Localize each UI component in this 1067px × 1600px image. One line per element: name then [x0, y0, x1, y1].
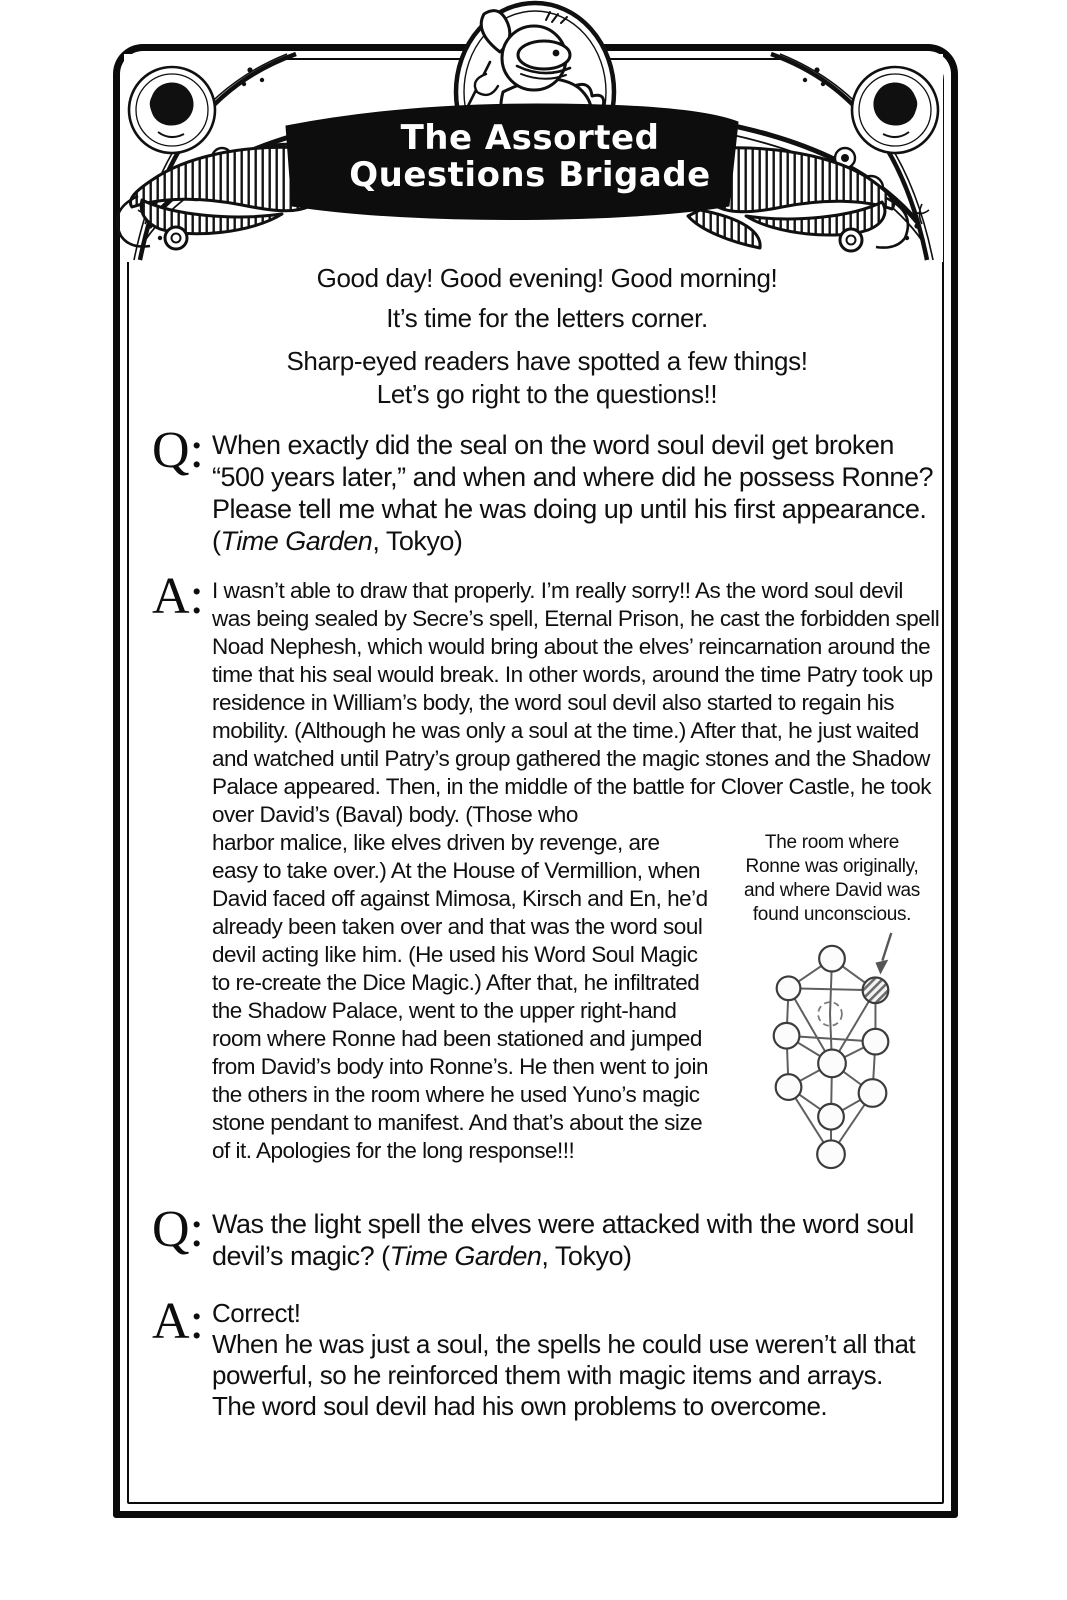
page-title-line1: The Assorted: [400, 118, 660, 158]
question-marker: Q:: [152, 1201, 204, 1258]
arrow-down-indicator-icon: [875, 933, 891, 974]
answer-2-text: [212, 1296, 942, 1422]
highlighted-room-node: [863, 977, 889, 1003]
question-1-source-suffix: , Tokyo): [372, 526, 463, 556]
answer-1-text: [212, 571, 942, 1184]
question-marker: Q:: [152, 422, 204, 479]
shadow-palace-figure: [722, 831, 942, 1180]
page-title-line2: Questions Brigade: [349, 155, 711, 195]
answer-1: [152, 568, 942, 1184]
question-1-source: Time Garden: [220, 526, 373, 556]
question-2-text: [212, 1204, 942, 1272]
intro-line: Good day! Good evening! Good morning!: [316, 263, 778, 293]
figure-caption: [722, 831, 942, 927]
intro-line: Let’s go right to the questions!!: [376, 379, 718, 409]
answer-2-line3: The word soul devil had his own problems to overcome.: [212, 1391, 828, 1421]
figure-caption-line: The room where: [764, 832, 900, 853]
question-2-source-suffix: , Tokyo): [541, 1241, 632, 1271]
question-2-body: Was the light spell the elves were attacked with the word soul devil’s magic? (: [212, 1209, 914, 1271]
figure-caption-line: found unconscious.: [752, 904, 912, 925]
page-content: [152, 262, 942, 1422]
intro-line: Sharp-eyed readers have spotted a few things!: [286, 346, 808, 376]
answer-2-line1: Correct!: [212, 1298, 301, 1328]
answer-1-part2: harbor malice, like elves driven by revenge, are easy to take over.) At the House of Vermillion, when David faced off against Mimosa, Kirsch and En, he’d already been taken over and that was the word soul devil acting like him. (He used his Word Soul Magic to re-create the Dice Magic.) After that, he infiltrated the Shadow Palace, went to the upper right-hand room where Ronne had been stationed and jumped from David’s body into Ronne’s. He then went to join the others in the room where he used Yuno’s magic stone pendant to manifest. And that’s about the size of it. Apologies for the long response!!!: [212, 830, 708, 1163]
answer-1-part1: I wasn’t able to draw that properly. I’m really sorry!! As the word soul devil was being sealed by Secre’s spell, Eternal Prison, he cast the forbidden spell Noad Nephesh, which would bring about the elves’ reincarnation around the time that his seal would break. In other words, around the time Patry took up residence in William’s body, the word soul devil also started to regain his mobility. (Although he was only a soul at the time.) After that, he just waited and watched until Patry’s group gathered the magic stones and the Shadow Palace appeared. Then, in the middle of the battle for Clover Castle, he took over David’s (Baval) body. (Those who: [212, 578, 940, 827]
sephirot-tree-diagram: [722, 931, 942, 1180]
answer-2-line2: When he was just a soul, the spells he could use weren’t all that powerful, so he reinforced them with magic items and arrays.: [212, 1329, 916, 1390]
question-2-source: Time Garden: [389, 1241, 542, 1271]
intro-line: It’s time for the letters corner.: [386, 303, 708, 333]
title-banner: [330, 120, 730, 194]
question-1: [152, 422, 942, 557]
answer-marker: A:: [152, 568, 204, 625]
figure-caption-line: and where David was: [744, 880, 920, 901]
question-1-text: [212, 425, 942, 557]
answer-2: [152, 1293, 942, 1422]
question-2: [152, 1201, 942, 1272]
question-1-body: When exactly did the seal on the word soul devil get broken “500 years later,” and when and where did he possess Ronne? Please tell me what he was doing up until his first appearance. (: [212, 430, 933, 556]
answer-marker: A:: [152, 1293, 204, 1350]
figure-caption-line: Ronne was originally,: [745, 856, 919, 877]
intro-greeting: [152, 262, 942, 411]
